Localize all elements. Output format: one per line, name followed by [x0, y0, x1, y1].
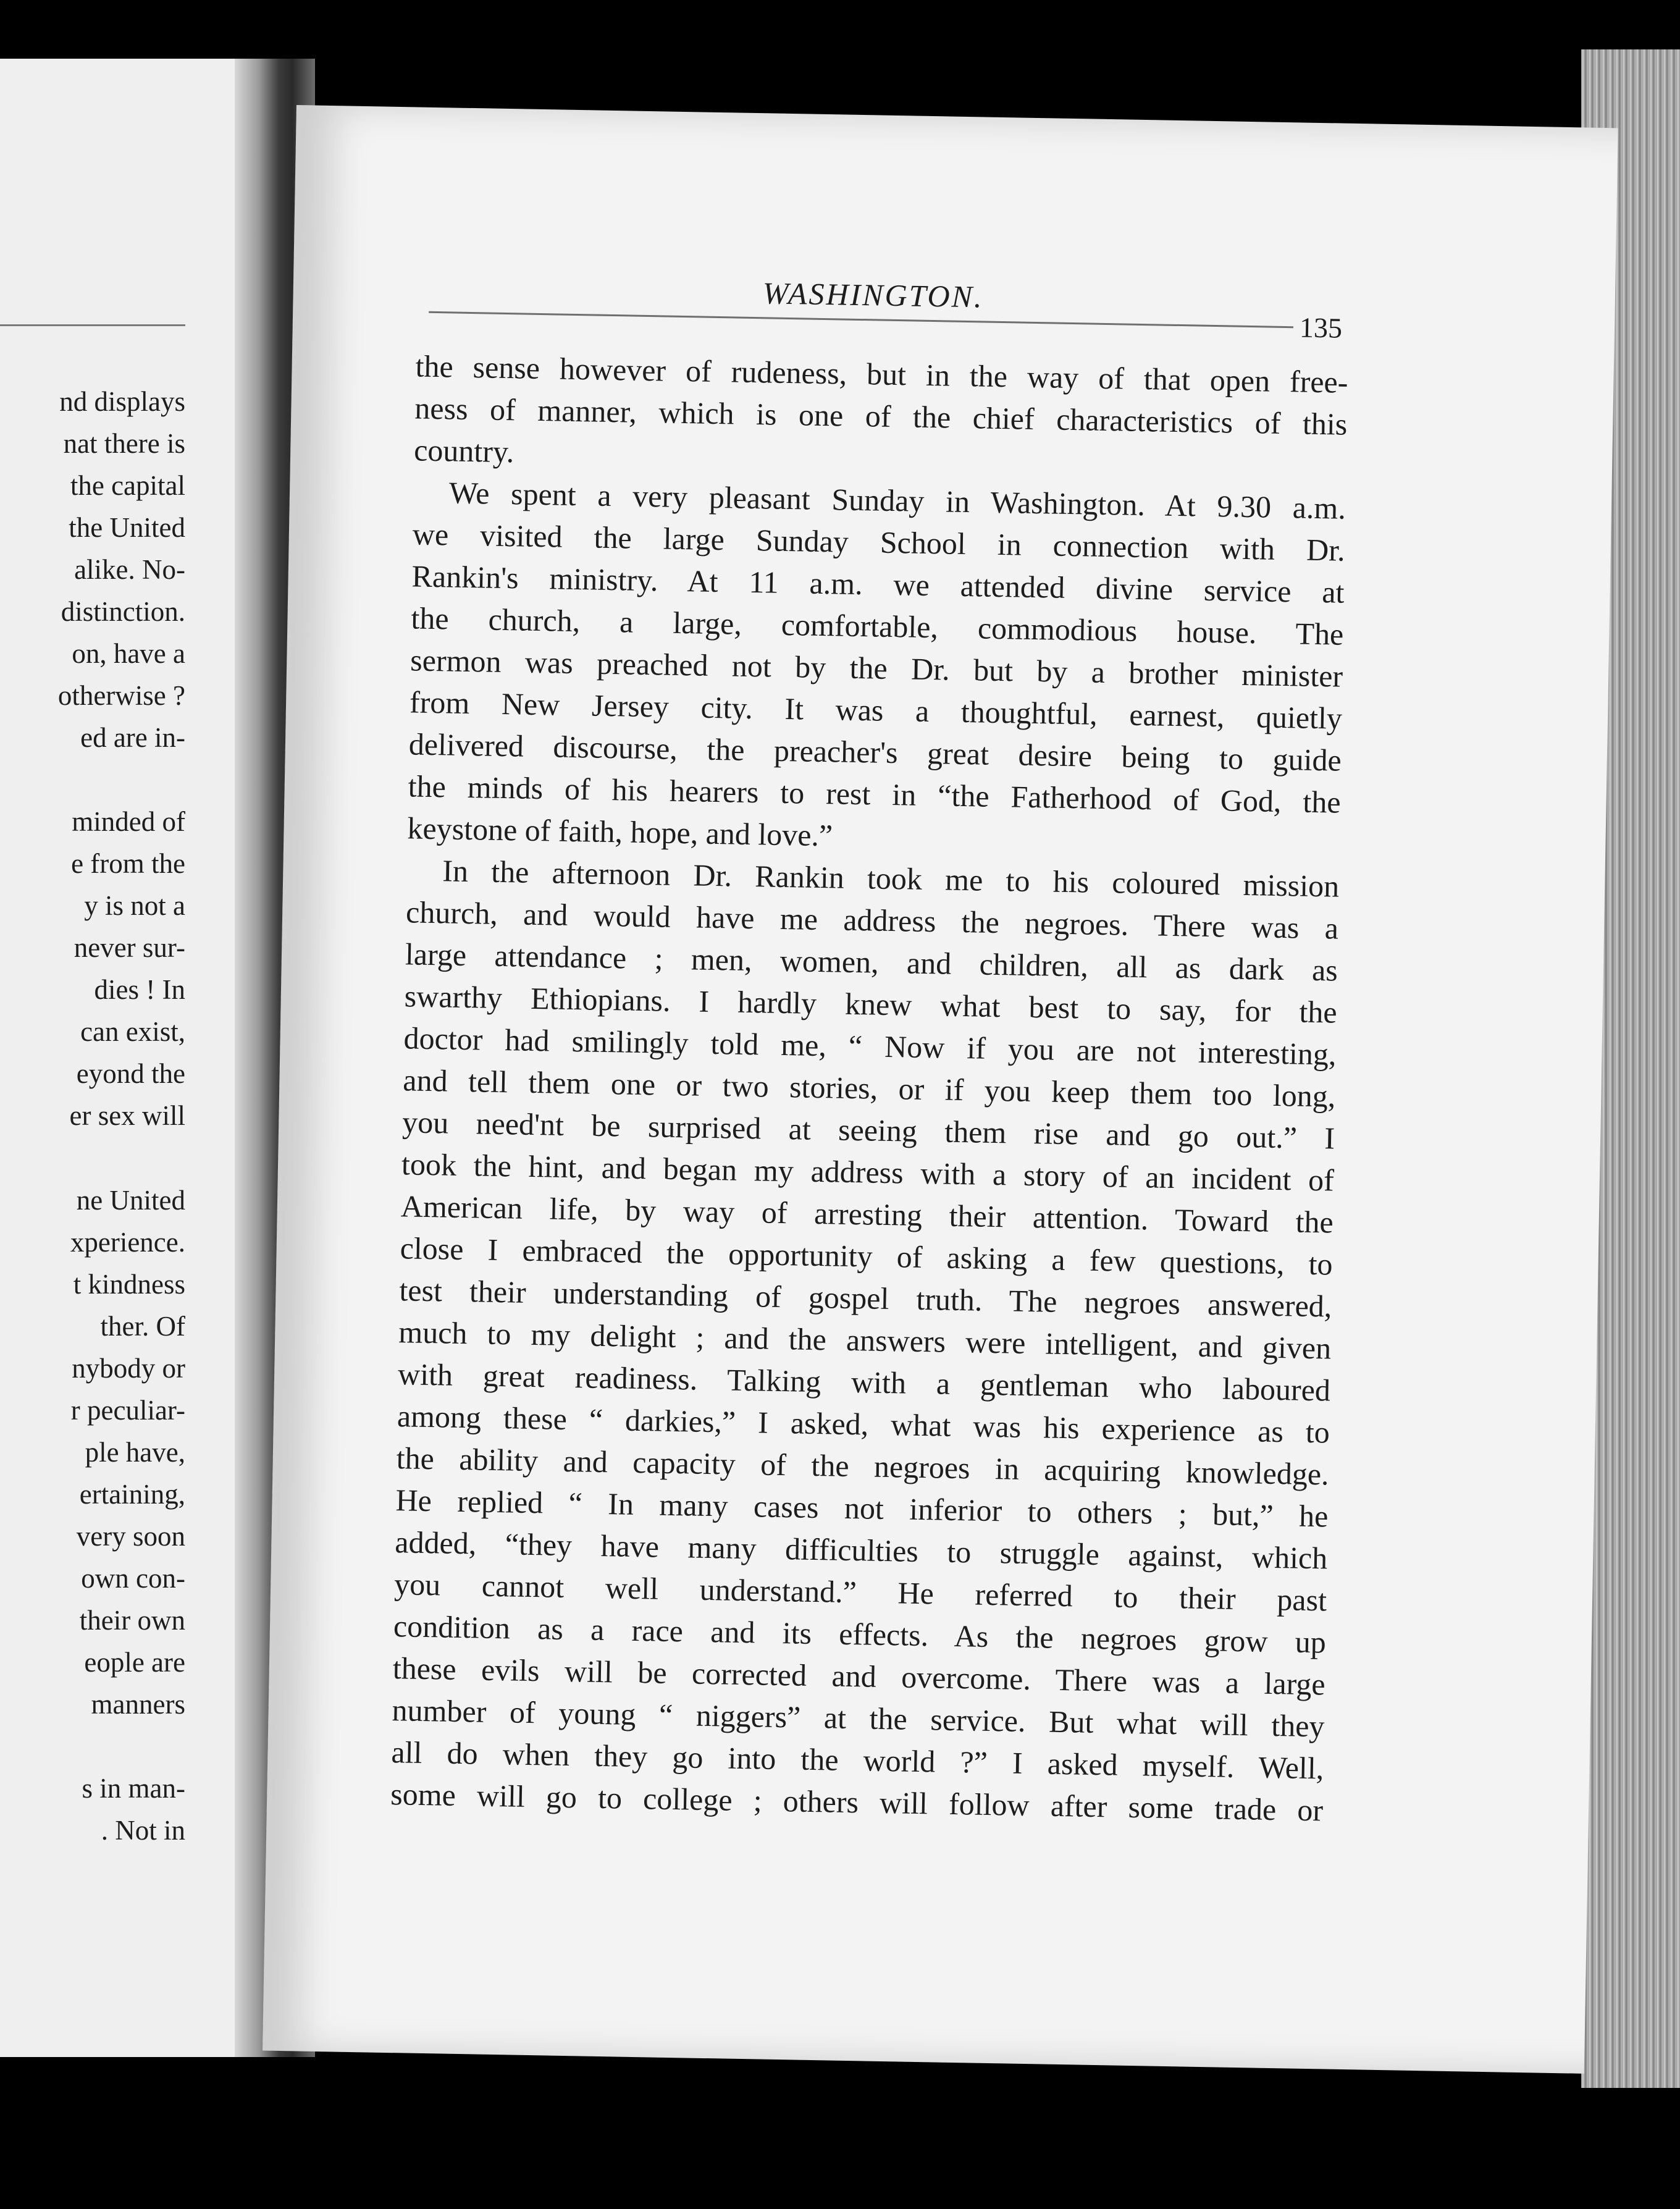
text-line: among these “ darkies,” I asked, what was his experience as to	[397, 1399, 1330, 1450]
text-line: and tell them one or two stories, or if you keep them too long,	[402, 1062, 1336, 1114]
left-line: ed are in-	[80, 722, 185, 753]
left-text-column	[0, 59, 185, 2057]
text-line: the sense however of rudeness, but in the way of that open free-	[415, 348, 1348, 400]
text-line: the church, a large, comfortable, commodious house. The	[411, 600, 1344, 652]
text-line: we visited the large Sunday School in connection with Dr.	[412, 516, 1346, 568]
text-line: number of young “ niggers” at the service. But what will they	[392, 1693, 1325, 1744]
text-line: ness of manner, which is one of the chief characteristics of this	[414, 390, 1348, 442]
left-line: ther. Of	[100, 1311, 185, 1342]
text-line: In the afternoon Dr. Rankin took me to his coloured mission	[442, 853, 1340, 904]
text-line: the minds of his hearers to rest in “the Fatherhood of God, the	[408, 768, 1342, 820]
left-line: otherwise ?	[57, 680, 185, 711]
text-line: swarthy Ethiopians. I hardly knew what best to say, for the	[404, 978, 1338, 1030]
text-line: doctor had smilingly told me, “ Now if you are not interesting,	[403, 1020, 1337, 1072]
text-line: these evils will be corrected and overcome. There was a large	[392, 1651, 1326, 1702]
left-line: alike. No-	[74, 554, 185, 585]
left-line: ple have,	[85, 1437, 185, 1468]
left-line: manners	[91, 1689, 185, 1720]
text-line: We spent a very pleasant Sunday in Washington. At 9.30 a.m.	[448, 475, 1346, 526]
right-page	[262, 105, 1618, 2074]
left-line: the United	[69, 512, 185, 543]
left-line: e from the	[71, 848, 185, 879]
text-line: large attendance ; men, women, and children, all as dark as	[405, 936, 1338, 988]
left-line: nybody or	[72, 1353, 185, 1384]
text-line: took the hint, and began my address with a story of an incident of	[401, 1147, 1335, 1198]
left-line: t kindness	[73, 1269, 185, 1300]
left-line: nat there is	[63, 428, 185, 459]
page-number: 135	[1299, 311, 1343, 344]
left-line: r peculiar-	[70, 1395, 185, 1426]
text-line: with great readiness. Talking with a gentleman who laboured	[397, 1357, 1331, 1408]
text-line: much to my delight ; and the answers were intelligent, and given	[398, 1315, 1332, 1366]
left-line: . Not in	[101, 1815, 185, 1846]
left-line: eyond the	[76, 1058, 185, 1089]
left-line: eople are	[84, 1647, 185, 1678]
head-rule	[429, 311, 1293, 328]
text-line: country.	[413, 432, 514, 469]
left-line: minded of	[72, 806, 185, 837]
text-line: you cannot well understand.” He referred to their past	[393, 1567, 1327, 1618]
left-line: can exist,	[80, 1016, 185, 1047]
text-line: you need'nt be surprised at seeing them rise and go out.” I	[401, 1104, 1335, 1156]
left-line: their own	[79, 1605, 185, 1636]
running-head: WASHINGTON.	[762, 276, 985, 314]
left-line: y is not a	[84, 890, 185, 921]
text-line: close I embraced the opportunity of asking a few questions, to	[400, 1231, 1333, 1282]
text-line: American life, by way of arresting their attention. Toward the	[400, 1189, 1334, 1240]
left-line: own con-	[81, 1563, 185, 1594]
left-line: er sex will	[69, 1100, 185, 1131]
page-body-text	[390, 345, 1348, 1831]
left-line: dies ! In	[94, 974, 185, 1005]
text-line: some will go to college ; others will follow after some trade or	[390, 1777, 1324, 1828]
left-line: never sur-	[74, 932, 185, 963]
left-line: s in man-	[82, 1773, 185, 1804]
left-line: the capital	[70, 470, 185, 501]
left-line: ertaining,	[79, 1479, 185, 1510]
text-line: all do when they go into the world ?” I asked myself. Well,	[391, 1735, 1324, 1786]
left-line: xperience.	[70, 1227, 185, 1258]
left-line: nd displays	[59, 386, 185, 417]
left-line: very soon	[76, 1521, 185, 1552]
text-line: keystone of faith, hope, and love.”	[407, 810, 833, 853]
text-line: church, and would have me address the negroes. There was a	[405, 894, 1339, 946]
text-line: the ability and capacity of the negroes in acquiring knowledge.	[396, 1441, 1330, 1492]
text-line: test their understanding of gospel truth. The negroes answered,	[399, 1273, 1332, 1324]
text-line: He replied “ In many cases not inferior to others ; but,” he	[395, 1483, 1329, 1534]
left-line: distinction.	[61, 596, 185, 627]
left-line: on, have a	[72, 638, 185, 669]
text-line: added, “they have many difficulties to struggle against, which	[394, 1525, 1328, 1576]
left-line: ne United	[76, 1185, 185, 1216]
text-line: delivered discourse, the preacher's great desire being to guide	[408, 726, 1342, 778]
text-line: Rankin's ministry. At 11 a.m. we attended divine service at	[411, 558, 1345, 610]
text-line: from New Jersey city. It was a thoughtful, earnest, quietly	[409, 684, 1343, 736]
text-line: condition as a race and its effects. As the negroes grow up	[393, 1609, 1327, 1660]
text-line: sermon was preached not by the Dr. but by a brother minister	[410, 642, 1343, 694]
